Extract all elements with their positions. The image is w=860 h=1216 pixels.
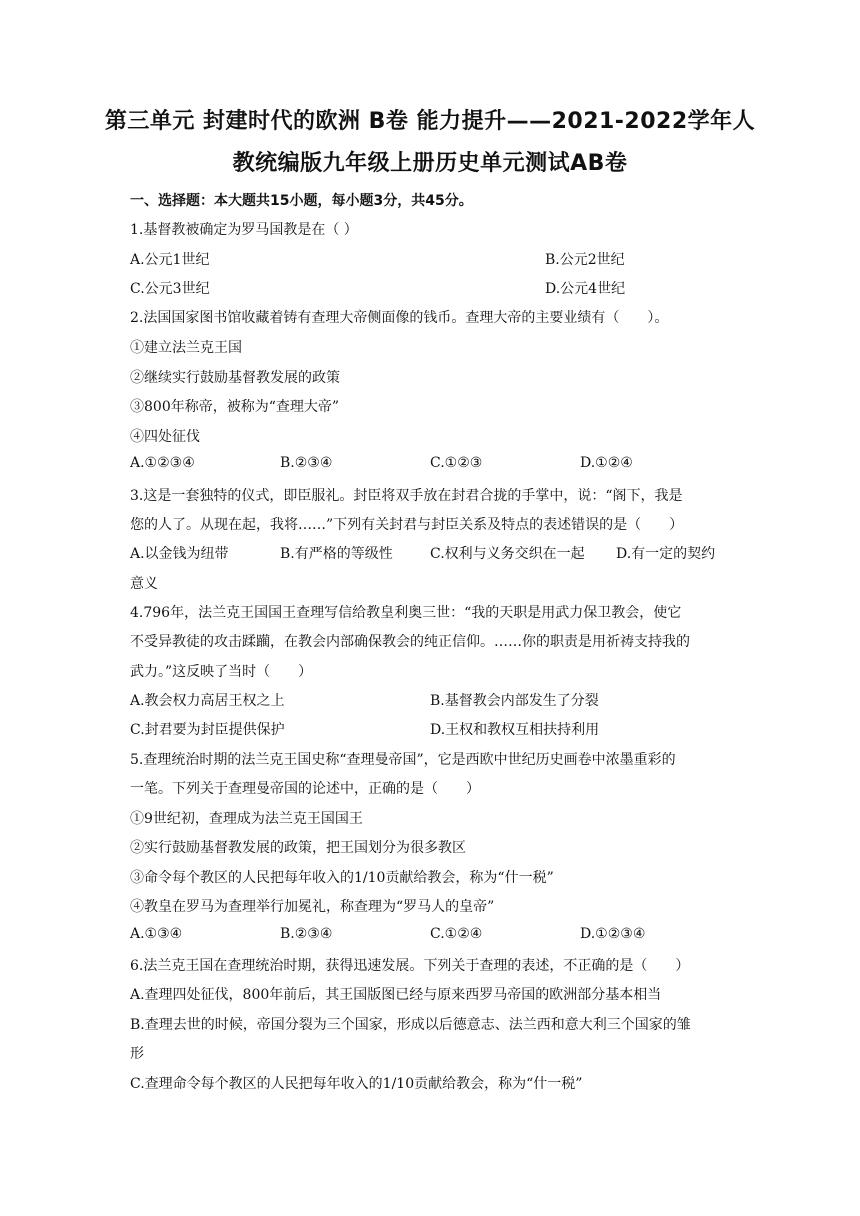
question-5-stem-line-1: 5.查理统治时期的法兰克王国史称“查理曼帝国”，它是西欧中世纪历史画卷中浓墨重彩的 xyxy=(130,752,676,768)
question-2-statement-2: ②继续实行鼓励基督教发展的政策 xyxy=(130,370,340,386)
question-2-statement-3: ③800年称帝，被称为“查理大帝” xyxy=(130,399,340,415)
question-3-option-a: A.以金钱为纽带 xyxy=(130,546,229,562)
question-6-option-c: C.查理命令每个教区的人民把每年收入的1/10贡献给教会，称为“什一税” xyxy=(130,1076,583,1092)
question-1-option-d: D.公元4世纪 xyxy=(545,281,626,297)
question-1-stem: 1.基督教被确定为罗马国教是在（ ） xyxy=(130,222,358,238)
question-4-option-d: D.王权和教权互相扶持利用 xyxy=(430,722,600,738)
question-3-option-d: D.有一定的契约 xyxy=(616,546,716,562)
question-3-stem-line-2: 您的人了。从现在起，我将……”下列有关封君与封臣关系及特点的表述错误的是（ ） xyxy=(130,517,684,533)
question-4-stem-line-2: 不受异教徒的攻击蹂躏，在教会内部确保教会的纯正信仰。……你的职责是用祈祷支持我的 xyxy=(130,634,690,650)
question-6-option-b-line-2: 形 xyxy=(130,1046,144,1062)
question-2-statement-4: ④四处征伐 xyxy=(130,429,200,445)
question-6-option-a: A.查理四处征伐，800年前后，其王国版图已经与原来西罗马帝国的欧洲部分基本相当 xyxy=(130,987,662,1003)
question-5-stem-line-2: 一笔。下列关于查理曼帝国的论述中，正确的是（ ） xyxy=(130,781,480,797)
question-5-statement-2: ②实行鼓励基督教发展的政策，把王国划分为很多教区 xyxy=(130,840,466,856)
question-3-stem-line-1: 3.这是一套独特的仪式，即臣服礼。封臣将双手放在封君合拢的手掌中，说：“阁下，我是 xyxy=(130,488,683,504)
question-5-option-c: C.①②④ xyxy=(430,926,483,942)
question-2-stem: 2.法国国家图书馆收藏着铸有查理大帝侧面像的钱币。查理大帝的主要业绩有（ ）。 xyxy=(130,310,669,326)
document-title-line-1: 第三单元 封建时代的欧洲 B卷 能力提升——2021-2022学年人 xyxy=(104,109,756,134)
question-3-option-c: C.权利与义务交织在一起 xyxy=(430,546,585,562)
question-6-stem: 6.法兰克王国在查理统治时期，获得迅速发展。下列关于查理的表述，不正确的是（ ） xyxy=(130,958,690,974)
question-2-statement-1: ①建立法兰克王国 xyxy=(130,340,242,356)
question-1-option-a: A.公元1世纪 xyxy=(130,252,210,268)
question-6-option-b-line-1: B.查理去世的时候，帝国分裂为三个国家，形成以后德意志、法兰西和意大利三个国家的雏 xyxy=(130,1017,691,1033)
question-1-option-b: B.公元2世纪 xyxy=(545,252,625,268)
question-2-option-c: C.①②③ xyxy=(430,455,483,471)
question-2-option-a: A.①②③④ xyxy=(130,455,195,471)
question-4-option-c: C.封君要为封臣提供保护 xyxy=(130,722,285,738)
question-5-option-a: A.①③④ xyxy=(130,926,183,942)
question-4-option-a: A.教会权力高居王权之上 xyxy=(130,693,285,709)
question-3-option-b: B.有严格的等级性 xyxy=(280,546,393,562)
question-2-option-b: B.②③④ xyxy=(280,455,333,471)
question-5-option-d: D.①②③④ xyxy=(580,926,646,942)
question-5-statement-4: ④教皇在罗马为查理举行加冕礼，称查理为“罗马人的皇帝” xyxy=(130,899,495,915)
question-5-option-b: B.②③④ xyxy=(280,926,333,942)
section-heading: 一、选择题：本大题共15小题，每小题3分，共45分。 xyxy=(130,193,473,209)
question-3-option-d-continued: 意义 xyxy=(130,576,158,592)
question-5-statement-3: ③命令每个教区的人民把每年收入的1/10贡献给教会，称为“什一税” xyxy=(130,870,554,886)
question-4-stem-line-1: 4.796年，法兰克王国国王查理写信给教皇利奥三世：“我的天职是用武力保卫教会，使它 xyxy=(130,605,682,621)
question-1-option-c: C.公元3世纪 xyxy=(130,281,210,297)
question-4-stem-line-3: 武力。”这反映了当时（ ） xyxy=(130,664,313,680)
question-5-statement-1: ①9世纪初，查理成为法兰克王国国王 xyxy=(130,811,363,827)
document-title-line-2: 教统编版九年级上册历史单元测试AB卷 xyxy=(232,151,628,176)
question-2-option-d: D.①②④ xyxy=(580,455,633,471)
question-4-option-b: B.基督教会内部发生了分裂 xyxy=(430,693,599,709)
